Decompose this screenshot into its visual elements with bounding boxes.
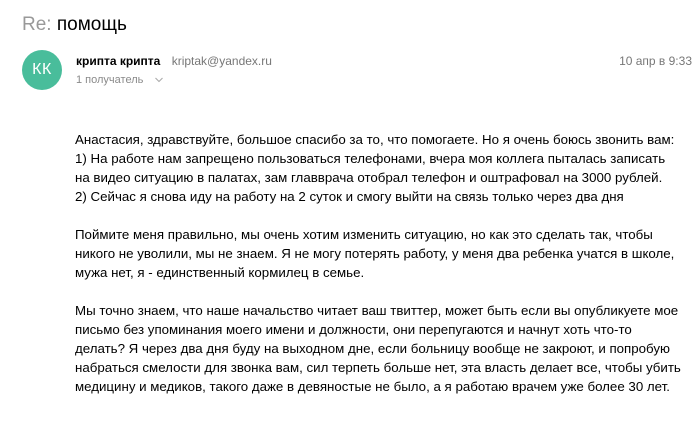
- body-line: Поймите меня правильно, мы очень хотим изменить ситуацию, но как это сделать так, чтобы: [75, 227, 653, 242]
- body-line: никого не уволили, мы не знаем. Я не могу потерять работу, у меня два ребенка учатся в школе,: [75, 246, 675, 261]
- body-line: письмо без упоминания моего имени и должности, они перепугаются и начнут хоть что-то: [75, 322, 632, 337]
- body-line: делать? Я через два дня буду на выходном дне, если больницу вообще не закроют, и попробую: [75, 341, 670, 356]
- message-header: [22, 50, 700, 100]
- sender-name[interactable]: крипта крипта: [76, 54, 161, 68]
- body-line: 1) На работе нам запрещено пользоваться телефонами, вчера моя коллега пыталась записать: [75, 151, 666, 166]
- body-line: Анастасия, здравствуйте, большое спасибо за то, что помогаете. Но я очень боюсь звонить вам:: [75, 132, 675, 147]
- recipients-toggle[interactable]: [76, 72, 164, 88]
- body-line: набраться смелости для звонка вам, сил терпеть больше нет, эта власть делает все, чтобы убить: [75, 360, 681, 375]
- subject-prefix: Re:: [22, 14, 57, 35]
- email-subject: [22, 13, 127, 37]
- body-line: Мы точно знаем, что наше начальство читает ваш твиттер, может быть если вы опубликуете мое: [75, 303, 679, 318]
- subject-text: помощь: [56, 14, 127, 35]
- body-line: медицину и медиков, такого даже в девяностые не было, а я работаю врачем уже более 30 лет.: [75, 379, 670, 394]
- recipients-label: 1 получатель: [76, 74, 144, 86]
- message-body: [75, 130, 695, 415]
- sender-email[interactable]: kriptak@yandex.ru: [171, 54, 272, 68]
- sender-line: [76, 53, 272, 69]
- message-date: 10 апр в 9:33: [619, 54, 692, 68]
- body-line: 2) Сейчас я снова иду на работу на 2 суток и смогу выйти на связь только через два дня: [75, 189, 624, 204]
- sender-avatar[interactable]: КК: [22, 50, 62, 90]
- body-paragraph: [75, 225, 695, 282]
- chevron-down-icon: [154, 75, 164, 85]
- body-paragraph: [75, 301, 695, 396]
- body-paragraph: [75, 130, 695, 206]
- body-line: на видео ситуацию в палатах, зам главврача отобрал телефон и оштрафовал на 3000 рублей.: [75, 170, 663, 185]
- body-line: мужа нет, я - единственный кормилец в семье.: [75, 265, 365, 280]
